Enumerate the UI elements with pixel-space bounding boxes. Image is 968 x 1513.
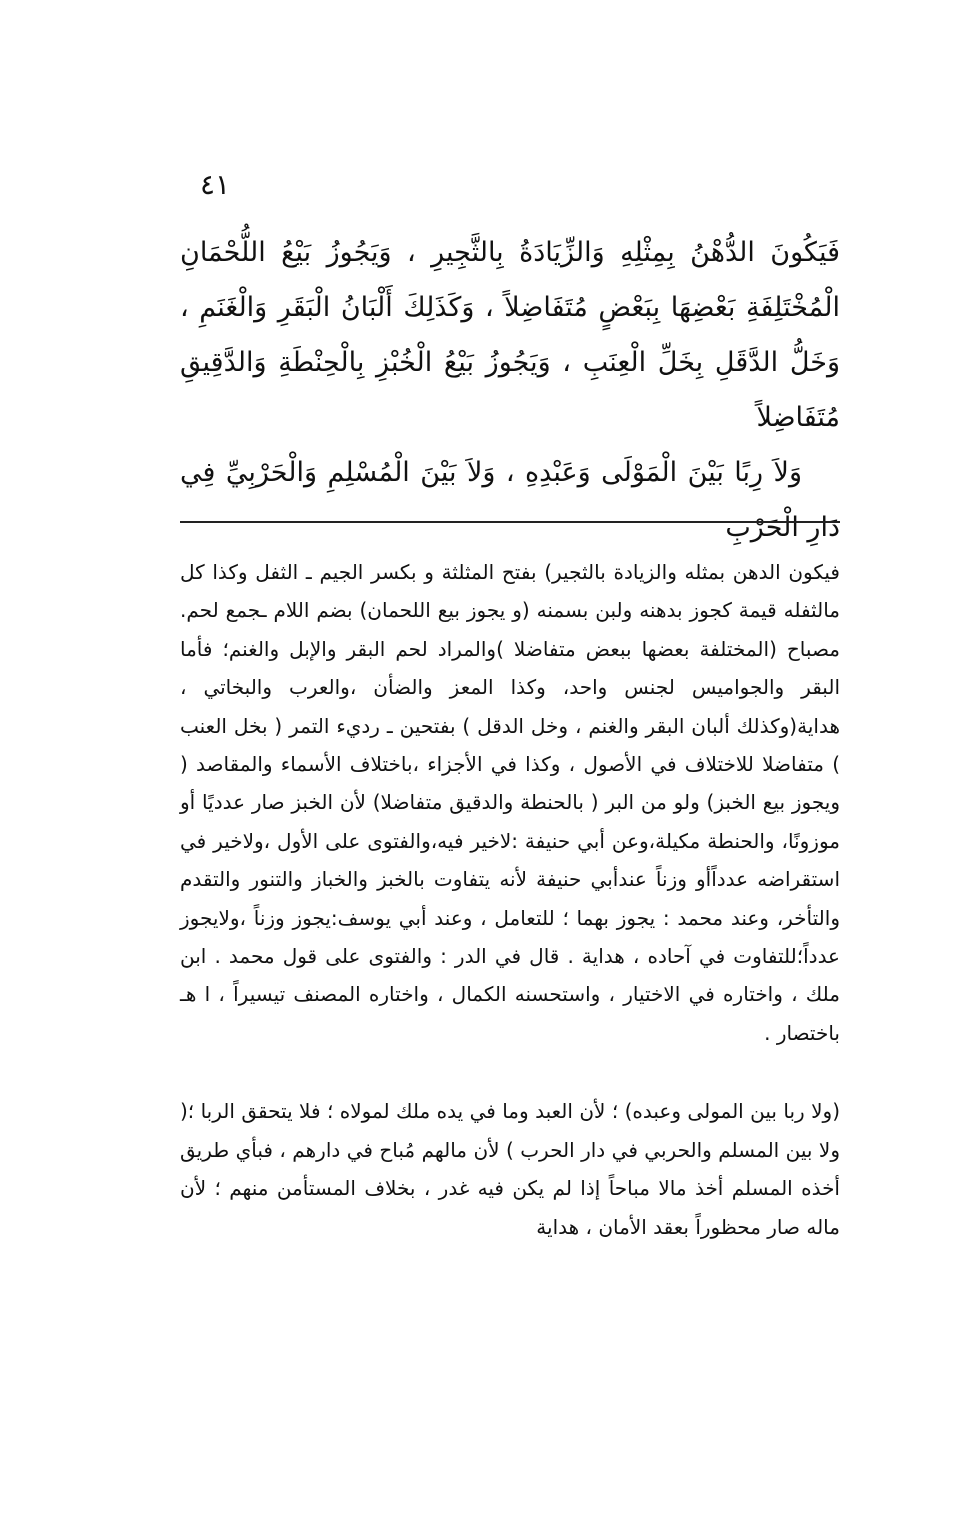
commentary-paragraph-2: (ولا ربا بين المولى وعبده) ؛ لأن العبد وما في يده ملك لمولاه ؛ فلا يتحقق الربا ؛( ولا بين المسلم والحربي في دار الحرب ) لأن مالهم مُباح في دارهم ، فبأي طريق أخذه المسلم أخذ مالا مباحاً إذا لم يكن فيه غدر ، بخلاف المستأمن منهم ؛ لأن ماله صار محظوراً بعقد الأمان ، هداية [180, 1099, 840, 1239]
matn-paragraph-1: فَيَكُونَ الدُّهْنُ بِمِثْلِهِ وَالزِّيَادَةُ بِالثَّجِيرِ ، وَيَجُوزُ بَيْعُ اللُّحْمَانِ الْمُخْتَلِفَةِ بَعْضِهَا بِبَعْضٍ مُتَفَاضِلاً ، وَكَذَلِكَ أَلْبَانُ الْبَقَرِ وَالْغَنَمِ ، وَخَلُّ الدَّقَلِ بِخَلِّ الْعِنَبِ ، وَيَجُوزُ بَيْعُ الْخُبْزِ بِالْحِنْطَةِ وَالدَّقِيقِ مُتَفَاضِلاً [180, 237, 840, 433]
matn-text [180, 225, 840, 555]
commentary-text [180, 553, 840, 1246]
page-number: ٤١ [200, 168, 231, 201]
commentary-paragraph-1: فيكون الدهن بمثله والزيادة بالثجير) بفتح المثلثة و بكسر الجيم ـ الثفل وكذا كل مالثفله قيمة كجوز بدهنه ولبن بسمنه (و يجوز بيع اللحمان) بضم اللام ـجمع لحم. مصباح (المختلفة بعضها ببعض متفاضلا )والمراد لحم البقر والإبل والغنم؛ فأما البقر والجواميس لجنس واحد، وكذا المعز والضأن ،والعرب والبخاتي ، هداية(وكذلك ألبان البقر والغنم ، وخل الدقل ) بفتحين ـ رديء التمر ( بخل العنب ) متفاضلا للاختلاف في الأصول ، وكذا في الأجزاء ،باختلاف الأسماء والمقاصد ( ويجوز بيع الخبز) ولو من البر ( بالحنطة والدقيق متفاضلا) لأن الخبز صار عدديًا أو موزونًا، والحنطة مكيلة،وعن أبي حنيفة :لاخير فيه،والفتوى على الأول ،ولاخير في استقراضه عدداًأو وزناً عندأبي حنيفة لأنه يتفاوت بالخبز والخباز والتنور والتقدم والتأخر، وعند محمد : يجوز بهما ؛ للتعامل ، وعند أبي يوسف:يجوز وزناً ،ولايجوز عدداً؛للتفاوت في آحاده ، هداية . قال في الدر : والفتوى على قول محمد . ابن ملك ، واختاره في الاختيار ، واستحسنه الكمال ، واختاره المصنف تيسيراً ، ا هـ باختصار . [180, 560, 840, 1045]
section-divider [180, 521, 840, 523]
matn-paragraph-2: وَلاَ رِبًا بَيْنَ الْمَوْلَى وَعَبْدِهِ ، وَلاَ بَيْنَ الْمُسْلِمِ وَالْحَرْبِيِّ فِي دَارِ الْحَرْبِ [180, 457, 840, 543]
